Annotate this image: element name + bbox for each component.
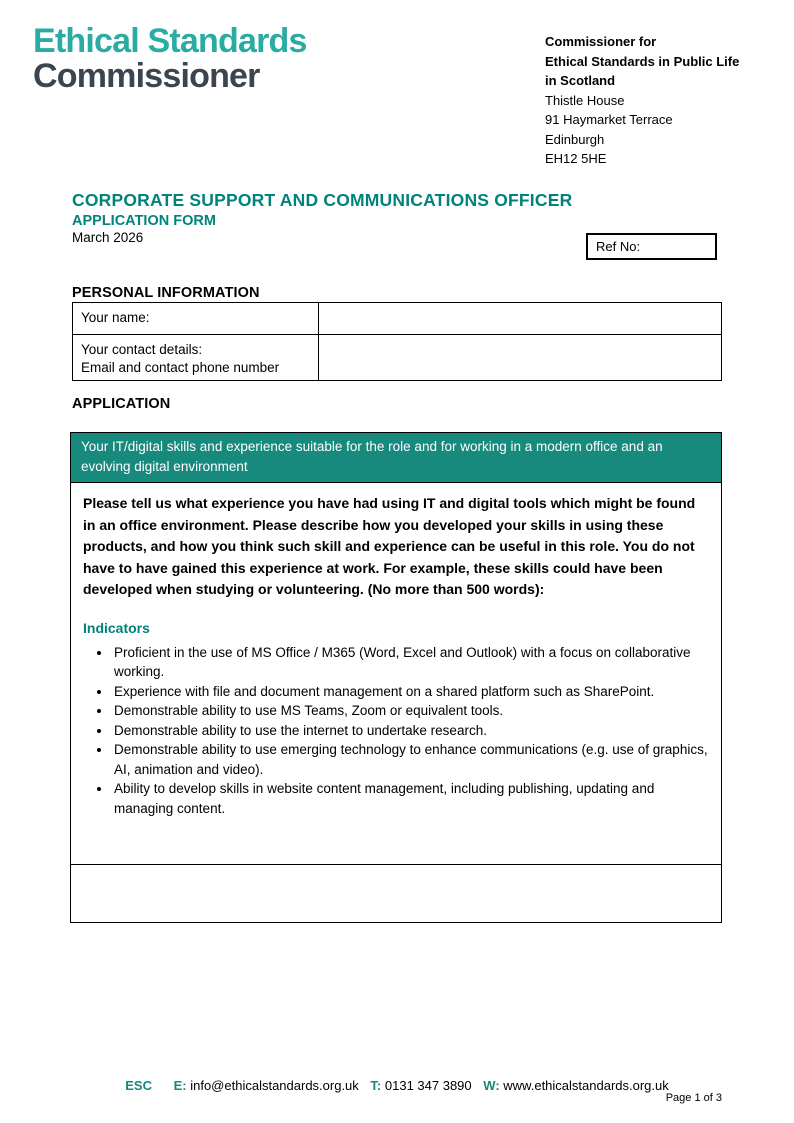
name-field[interactable] <box>319 303 722 335</box>
list-item: • Demonstrable ability to use MS Teams, Zoom or equivalent tools. <box>112 701 709 721</box>
question-header-banner: Your IT/digital skills and experience suitable for the role and for working in a modern office and an evolving digital environment <box>71 433 722 483</box>
footer-brand: ESC <box>125 1078 152 1093</box>
list-item: • Experience with file and document management on a shared platform such as SharePoint. <box>112 682 709 702</box>
address-line: Ethical Standards in Public Life <box>545 53 740 69</box>
phone-number: 0131 347 3890 <box>384 1078 472 1093</box>
contact-details-label-line2: Email and contact phone number <box>81 359 280 375</box>
page-subtitle: APPLICATION FORM <box>72 213 216 229</box>
question-prompt: Please tell us what experience you have had using IT and digital tools which might be found in an office environment. Please describe how you developed your skills in using these products, and how you think such skill and experience can be useful in this role. You do not have to have gained this experience at work. For example, these skills could have been developed when studying or volunteering. (No more than 500 words): <box>83 495 696 597</box>
email-label: E: <box>173 1078 187 1093</box>
ref-no-label: Ref No: <box>596 239 641 254</box>
address-line: Commissioner for <box>545 34 657 49</box>
address-line: 91 Haymarket Terrace <box>545 112 673 127</box>
list-item: • Ability to develop skills in website content management, including publishing, updating and managing content. <box>112 779 709 818</box>
contact-details-label <box>73 335 319 381</box>
indicators-list <box>83 643 709 819</box>
esc-logo <box>33 24 307 94</box>
application-heading: APPLICATION <box>72 396 171 412</box>
name-label: Your name: <box>73 303 319 335</box>
form-date: March 2026 <box>72 230 144 245</box>
question-body-cell <box>71 483 722 865</box>
web-label: W: <box>483 1078 500 1093</box>
contact-details-field[interactable] <box>319 335 722 381</box>
table-row <box>73 335 722 381</box>
phone-label: T: <box>370 1078 382 1093</box>
application-question-table <box>70 432 722 923</box>
address-line: in Scotland <box>545 73 616 88</box>
website-link[interactable]: www.ethicalstandards.org.uk <box>503 1078 669 1093</box>
email-link[interactable]: info@ethicalstandards.org.uk <box>190 1078 359 1093</box>
personal-information-heading: PERSONAL INFORMATION <box>72 285 260 301</box>
list-item: • Demonstrable ability to use the internet to undertake research. <box>112 721 709 741</box>
table-row <box>73 303 722 335</box>
list-item: • Demonstrable ability to use emerging technology to enhance communications (e.g. use of graphics, AI, animation and video). <box>112 740 709 779</box>
address-line: EH12 5HE <box>545 151 607 166</box>
address-line: Edinburgh <box>545 131 605 147</box>
address-line: Thistle House <box>545 92 625 108</box>
table-row <box>71 865 722 923</box>
page-number: Page 1 of 3 <box>665 1092 722 1104</box>
indicators-heading: Indicators <box>83 619 150 636</box>
footer-contact-line <box>0 1078 794 1093</box>
personal-information-table <box>72 302 722 381</box>
table-row <box>71 483 722 865</box>
page-title: CORPORATE SUPPORT AND COMMUNICATIONS OFFICER <box>72 190 573 210</box>
commissioner-address-block <box>545 32 739 169</box>
logo-line-2: Commissioner <box>33 57 260 95</box>
answer-field[interactable] <box>71 865 722 923</box>
logo-line-1: Ethical Standards <box>33 22 307 60</box>
list-item: • Proficient in the use of MS Office / M365 (Word, Excel and Outlook) with a focus on collaborative working. <box>112 643 709 682</box>
ref-no-field[interactable] <box>586 233 717 260</box>
contact-details-label-line1: Your contact details: <box>81 342 203 357</box>
table-row <box>71 433 722 483</box>
